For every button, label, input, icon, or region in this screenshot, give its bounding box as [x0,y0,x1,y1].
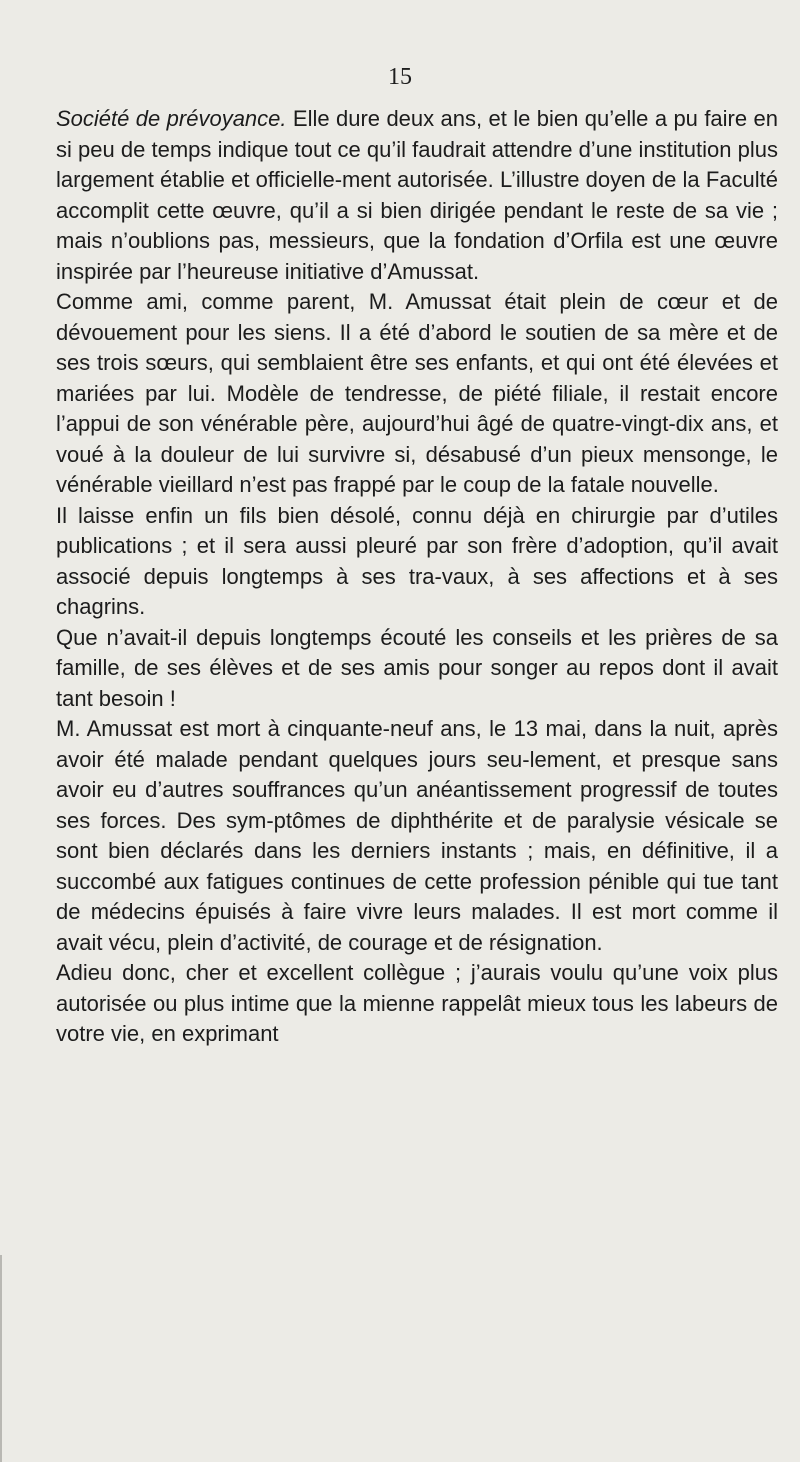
page-edge-shadow [0,1255,2,1462]
paragraph-2: Comme ami, comme parent, M. Amussat était plein de cœur et de dévouement pour les siens. Il a été d’abord le soutien de sa mère et de ses trois sœurs, qui semblaient être ses enfants, et qui ont été élevées et mariées par lui. Modèle de tendresse, de piété filiale, il restait encore l’appui de son vénérable père, aujourd’hui âgé de quatre-vingt-dix ans, et voué à la douleur de lui survivre si, désabusé d’un pieux mensonge, le vénérable vieillard n’est pas frappé par le coup de la fatale nouvelle. [56,289,778,497]
paragraph-4: Que n’avait-il depuis longtemps écouté les conseils et les prières de sa famille, de ses élèves et de ses amis pour songer au repos dont il avait tant besoin ! [56,624,778,711]
paragraph-1 [56,104,778,287]
paragraph-1-italic-lead: Société de prévoyance. [56,106,287,131]
paragraph-5: M. Amussat est mort à cinquante-neuf ans, le 13 mai, dans la nuit, après avoir été malade pendant quelques jours seu-lement, et presque sans avoir eu d’autres souffrances qu’un anéantissement progressif de toutes ses forces. Des sym-ptômes de diphthérite et de paralysie vésicale se sont bien déclarés dans les derniers instants ; mais, en définitive, il a succombé aux fatigues continues de cette profession pénible qui tue tant de médecins épuisés à faire vivre leurs malades. Il est mort comme il avait vécu, plein d’activité, de courage et de résignation. [56,716,778,955]
paragraph-1-text: Elle dure deux ans, et le bien qu’elle a pu faire en si peu de temps indique tout ce qu’il faudrait attendre d’une institution plus largement établie et officielle-ment autorisée. L’illustre doyen de la Faculté accomplit cette œuvre, qu’il a si bien dirigée pendant le reste de sa vie ; mais n’oublions pas, messieurs, que la fondation d’Orfila est une œuvre inspirée par l’heureuse initiative d’Amussat. [56,106,778,284]
body-text [56,104,778,1050]
paragraph-3: Il laisse enfin un fils bien désolé, connu déjà en chirurgie par d’utiles publications ; et il sera aussi pleuré par son frère d’adoption, qu’il avait associé depuis longtemps à ses tra-vaux, à ses affections et à ses chagrins. [56,502,778,619]
paragraph-6: Adieu donc, cher et excellent collègue ; j’aurais voulu qu’une voix plus autorisée ou plus intime que la mienne rappelât mieux tous les labeurs de votre vie, en exprimant [56,960,778,1046]
page-number: 15 [388,64,412,90]
